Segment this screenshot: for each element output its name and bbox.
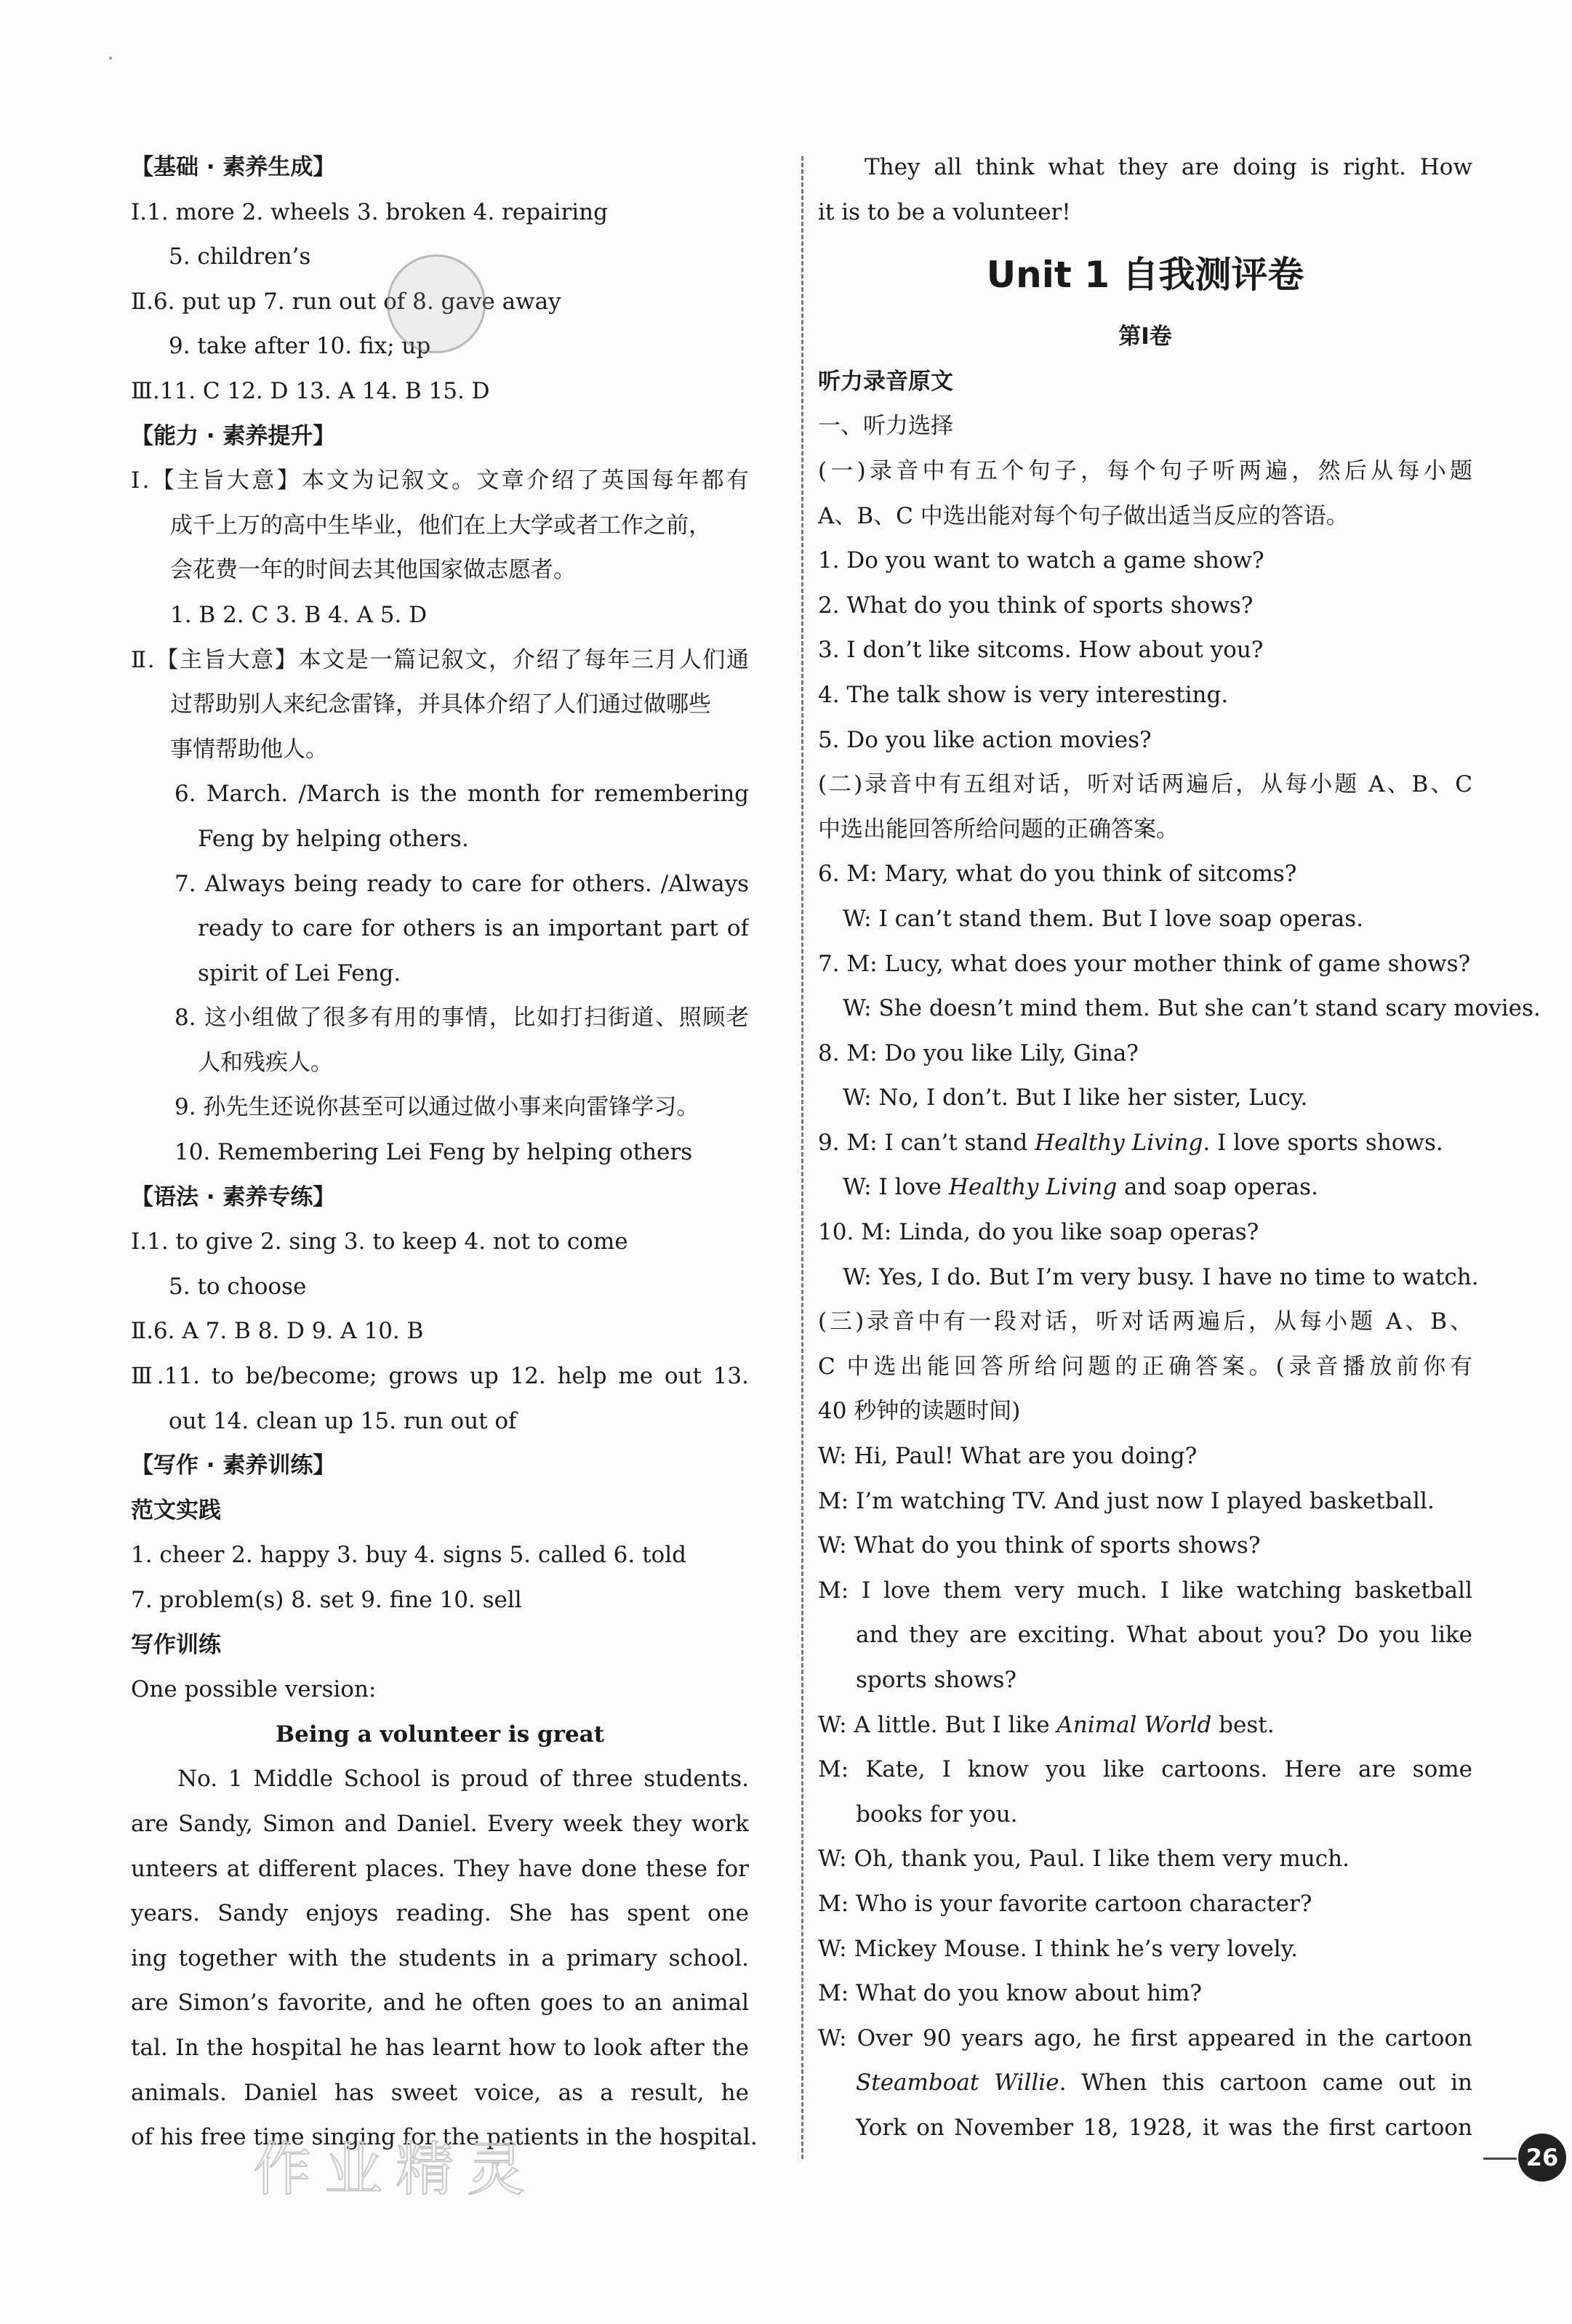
right-line: (三)录音中有一段对话，听对话两遍后，从每小题 A、B、: [818, 1308, 1472, 1335]
left-line: 【写作 · 素养训练】: [131, 1452, 336, 1479]
left-line: ready to care for others is an important part of: [198, 915, 749, 942]
right-line: W: I love Healthy Living and soap operas.: [843, 1174, 1318, 1201]
left-line: 9. 孙先生还说你甚至可以通过做小事来向雷锋学习。: [175, 1094, 699, 1121]
left-line: 【基础 · 素养生成】: [131, 154, 336, 180]
left-line: out 14. clean up 15. run out of: [169, 1407, 517, 1434]
right-line: 3. I don’t like sitcoms. How about you?: [818, 637, 1264, 664]
right-line: 8. M: Do you like Lily, Gina?: [818, 1040, 1139, 1066]
right-line: 2. What do you think of sports shows?: [818, 592, 1254, 619]
right-line: Steamboat Willie. When this cartoon came out in: [856, 2070, 1472, 2096]
right-line: 40 秒钟的读题时间): [818, 1398, 1021, 1425]
right-line: M: I love them very much. I like watching basketball: [818, 1577, 1472, 1604]
left-line: animals. Daniel has sweet voice, as a result, he: [131, 2079, 749, 2106]
left-line: 【能力 · 素养提升】: [131, 422, 336, 449]
right-line: W: Oh, thank you, Paul. I like them very much.: [818, 1846, 1350, 1873]
left-line: 写作训练: [131, 1631, 221, 1658]
listening-transcript: [818, 315, 1541, 2150]
left-line: 成千上万的高中生毕业，他们在上大学或者工作之前，: [170, 512, 711, 539]
right-line: M: Kate, I know you like cartoons. Here are some: [818, 1756, 1472, 1783]
left-line: years. Sandy enjoys reading. She has spent one: [131, 1900, 749, 1927]
left-line: 7. Always being ready to care for others. /Always: [175, 870, 749, 897]
left-line: ing together with the students in a primary school.: [131, 1945, 749, 1971]
right-line: W: Mickey Mouse. I think he’s very lovely.: [818, 1935, 1298, 1962]
right-line: M: What do you know about him?: [818, 1980, 1202, 2007]
left-line: 10. Remembering Lei Feng by helping others: [175, 1139, 693, 1166]
left-line: Ⅱ.6. put up 7. run out of 8. gave away: [131, 288, 561, 315]
left-line: Ⅰ.1. to give 2. sing 3. to keep 4. not to come: [131, 1229, 628, 1255]
right-line: 9. M: I can’t stand Healthy Living. I love sports shows.: [818, 1129, 1443, 1156]
right-line: (一)录音中有五个句子，每个句子听两遍，然后从每小题: [818, 457, 1472, 484]
left-line: of his free time singing for the patients in the hospital.: [131, 2124, 758, 2151]
watermark-text: 作业精灵: [253, 2136, 538, 2203]
left-line: are Simon’s favorite, and he often goes to an animal: [131, 1990, 749, 2017]
right-line: 1. Do you want to watch a game show?: [818, 547, 1264, 574]
essay-title: Being a volunteer is great: [275, 1721, 605, 1748]
left-line: unteers at different places. They have done these for: [131, 1855, 749, 1882]
right-line: A、B、C 中选出能对每个句子做出适当反应的答语。: [818, 502, 1349, 529]
right-line: and they are exciting. What about you? Do you like: [856, 1622, 1472, 1649]
unit-title: Unit 1 自我测评卷: [986, 254, 1304, 297]
left-line: Ⅱ.【主旨大意】本文是一篇记叙文，介绍了每年三月人们通: [131, 646, 749, 673]
left-line: 人和残疾人。: [198, 1049, 333, 1076]
left-line: Ⅰ.【主旨大意】本文为记叙文。文章介绍了英国每年都有: [131, 467, 749, 494]
left-line: 会花费一年的时间去其他国家做志愿者。: [170, 557, 576, 584]
right-line: W: Hi, Paul! What are you doing?: [818, 1443, 1198, 1470]
left-line: spirit of Lei Feng.: [198, 960, 401, 986]
left-line: 过帮助别人来纪念雷锋，并具体介绍了人们通过做哪些: [170, 691, 711, 718]
right-line: W: I can’t stand them. But I love soap operas.: [843, 905, 1364, 932]
right-line: 4. The talk show is very interesting.: [818, 681, 1229, 708]
left-line: are Sandy, Simon and Daniel. Every week they work: [131, 1810, 749, 1837]
right-top-line: it is to be a volunteer!: [818, 198, 1071, 225]
left-line: Ⅲ.11. to be/become; grows up 12. help me out 13.: [131, 1363, 749, 1390]
right-line: C 中选出能回答所给问题的正确答案。(录音播放前你有: [818, 1353, 1472, 1380]
right-line: W: What do you think of sports shows?: [818, 1532, 1261, 1559]
right-line: W: No, I don’t. But I like her sister, Lucy.: [843, 1085, 1308, 1111]
right-line: M: Who is your favorite cartoon character?: [818, 1890, 1312, 1917]
left-line: One possible version:: [131, 1676, 377, 1703]
right-line: M: I’m watching TV. And just now I played basketball.: [818, 1487, 1435, 1514]
right-line: W: Over 90 years ago, he first appeared in the cartoon: [818, 2025, 1472, 2051]
right-line: W: Yes, I do. But I’m very busy. I have no time to watch.: [843, 1263, 1479, 1290]
right-line: York on November 18, 1928, it was the first cartoon: [856, 2114, 1472, 2141]
right-line: W: She doesn’t mind them. But she can’t stand scary movies.: [843, 995, 1541, 1022]
right-line: 10. M: Linda, do you like soap operas?: [818, 1219, 1259, 1246]
page-number-dash: [1483, 2158, 1517, 2160]
left-line: Ⅱ.6. A 7. B 8. D 9. A 10. B: [131, 1318, 424, 1345]
left-line: Ⅰ.1. more 2. wheels 3. broken 4. repairing: [131, 198, 608, 225]
right-line: 5. Do you like action movies?: [818, 726, 1152, 753]
right-top-line: They all think what they are doing is right. How: [865, 154, 1472, 180]
right-column-continuation: [818, 145, 1472, 235]
left-line: 7. problem(s) 8. set 9. fine 10. sell: [131, 1587, 522, 1613]
right-line: 中选出能回答所给问题的正确答案。: [818, 816, 1179, 843]
right-line: W: A little. But I like Animal World best.: [818, 1711, 1275, 1738]
left-line: 【语法 · 素养专练】: [131, 1183, 336, 1210]
scan-speck: [109, 57, 112, 60]
left-column: [131, 145, 758, 2160]
left-line: 1. cheer 2. happy 3. buy 4. signs 5. called 6. told: [131, 1542, 686, 1569]
left-line: 8. 这小组做了很多有用的事情，比如打扫街道、照顾老: [175, 1005, 749, 1032]
left-line: 9. take after 10. fix; up: [169, 333, 431, 360]
right-line: 6. M: Mary, what do you think of sitcoms?: [818, 861, 1297, 888]
left-line: Ⅲ.11. C 12. D 13. A 14. B 15. D: [131, 377, 490, 404]
right-line: sports shows?: [856, 1667, 1017, 1693]
left-line: No. 1 Middle School is proud of three students.: [177, 1766, 749, 1793]
right-column: [818, 145, 1541, 2151]
right-line: 7. M: Lucy, what does your mother think of game shows?: [818, 950, 1471, 977]
left-line: Feng by helping others.: [198, 825, 469, 852]
left-line: 5. to choose: [169, 1273, 307, 1300]
right-line: 听力录音原文: [818, 368, 953, 395]
right-line: books for you.: [856, 1801, 1018, 1828]
left-line: tal. In the hospital he has learnt how to look after the: [131, 2034, 749, 2061]
left-line: 事情帮助他人。: [170, 736, 328, 763]
column-divider: [801, 156, 803, 2159]
page-number: 26: [1518, 2134, 1566, 2182]
section-title: 第Ⅰ卷: [1118, 323, 1172, 350]
right-line: (二)录音中有五组对话，听对话两遍后，从每小题 A、B、C: [818, 771, 1472, 798]
left-line: 1. B 2. C 3. B 4. A 5. D: [170, 601, 428, 628]
watermark-stamp: [387, 254, 486, 353]
right-line: 一、听力选择: [818, 413, 953, 440]
left-line: 5. children’s: [169, 244, 311, 270]
left-line: 6. March. /March is the month for remembering: [175, 781, 749, 808]
left-line: 范文实践: [131, 1497, 221, 1524]
